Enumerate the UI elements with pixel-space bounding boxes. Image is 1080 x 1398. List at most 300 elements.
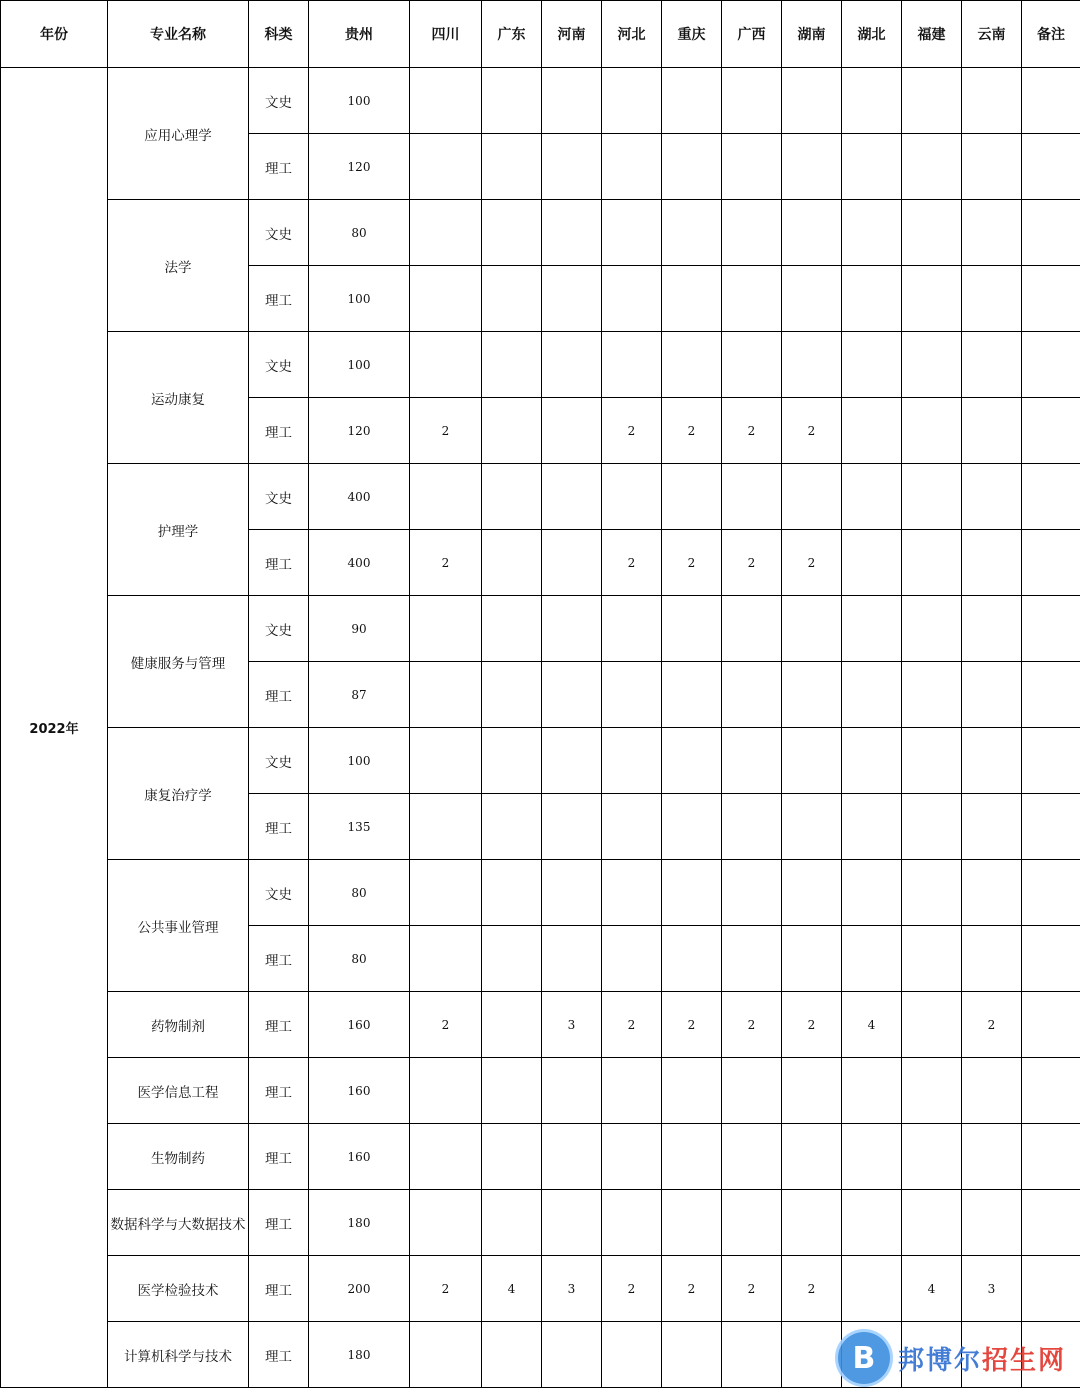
- quota-cell: [962, 464, 1022, 530]
- quota-cell: [722, 332, 782, 398]
- table-row: [1, 68, 1080, 134]
- quota-cell: [782, 860, 842, 926]
- quota-cell: [722, 662, 782, 728]
- quota-cell: [902, 464, 962, 530]
- header-hebei: 河北: [602, 1, 662, 68]
- quota-cell: [602, 464, 662, 530]
- table-row: [1, 1256, 1080, 1322]
- quota-cell: 2: [662, 1256, 722, 1322]
- quota-cell: 100: [309, 68, 410, 134]
- quota-cell: [842, 1124, 902, 1190]
- quota-cell: [410, 1322, 482, 1388]
- quota-cell: [482, 68, 542, 134]
- quota-cell: [662, 596, 722, 662]
- quota-cell: [902, 200, 962, 266]
- table-row: [1, 332, 1080, 398]
- quota-cell: [482, 134, 542, 200]
- category-cell: 文史: [249, 68, 309, 134]
- category-cell: 理工: [249, 530, 309, 596]
- quota-cell: 80: [309, 860, 410, 926]
- table-row: [1, 1190, 1080, 1256]
- quota-cell: [1022, 464, 1080, 530]
- quota-cell: [842, 200, 902, 266]
- quota-cell: [1022, 1190, 1080, 1256]
- quota-cell: [542, 794, 602, 860]
- quota-cell: [782, 1322, 842, 1388]
- quota-cell: [482, 1190, 542, 1256]
- quota-cell: [542, 1322, 602, 1388]
- category-cell: 理工: [249, 992, 309, 1058]
- header-guangxi: 广西: [722, 1, 782, 68]
- category-cell: 文史: [249, 200, 309, 266]
- quota-cell: [1022, 200, 1080, 266]
- header-remarks: 备注: [1022, 1, 1080, 68]
- header-henan: 河南: [542, 1, 602, 68]
- quota-cell: [1022, 596, 1080, 662]
- header-hunan: 湖南: [782, 1, 842, 68]
- major-cell: 医学信息工程: [108, 1058, 249, 1124]
- quota-cell: [722, 926, 782, 992]
- quota-cell: [1022, 794, 1080, 860]
- category-cell: 理工: [249, 926, 309, 992]
- category-cell: 理工: [249, 1322, 309, 1388]
- quota-cell: [482, 662, 542, 728]
- quota-cell: [722, 266, 782, 332]
- header-year: 年份: [1, 1, 108, 68]
- quota-cell: 2: [410, 992, 482, 1058]
- quota-cell: [962, 200, 1022, 266]
- quota-cell: [902, 68, 962, 134]
- quota-cell: 160: [309, 992, 410, 1058]
- quota-cell: 400: [309, 464, 410, 530]
- table-row: [1, 728, 1080, 794]
- category-cell: 理工: [249, 794, 309, 860]
- quota-cell: [482, 728, 542, 794]
- quota-cell: [1022, 398, 1080, 464]
- quota-cell: [662, 332, 722, 398]
- quota-cell: [962, 1058, 1022, 1124]
- quota-cell: [1022, 68, 1080, 134]
- quota-cell: [542, 464, 602, 530]
- quota-cell: [782, 662, 842, 728]
- quota-cell: 2: [782, 530, 842, 596]
- quota-cell: [542, 530, 602, 596]
- quota-cell: [962, 728, 1022, 794]
- header-hubei: 湖北: [842, 1, 902, 68]
- quota-cell: [902, 662, 962, 728]
- quota-cell: [410, 134, 482, 200]
- quota-cell: [1022, 332, 1080, 398]
- quota-cell: [902, 794, 962, 860]
- quota-cell: [602, 68, 662, 134]
- table-row: [1, 596, 1080, 662]
- quota-cell: [410, 332, 482, 398]
- category-cell: 理工: [249, 266, 309, 332]
- quota-cell: [1022, 662, 1080, 728]
- quota-cell: [962, 398, 1022, 464]
- quota-cell: [722, 1190, 782, 1256]
- header-category: 科类: [249, 1, 309, 68]
- quota-cell: [842, 1256, 902, 1322]
- quota-cell: [542, 266, 602, 332]
- quota-cell: [722, 1124, 782, 1190]
- quota-cell: [482, 1058, 542, 1124]
- quota-cell: [542, 134, 602, 200]
- quota-cell: 4: [842, 992, 902, 1058]
- quota-cell: [542, 68, 602, 134]
- quota-cell: [782, 1124, 842, 1190]
- quota-cell: [782, 68, 842, 134]
- quota-cell: [962, 266, 1022, 332]
- category-cell: 理工: [249, 662, 309, 728]
- quota-cell: [482, 794, 542, 860]
- quota-cell: 2: [962, 992, 1022, 1058]
- quota-cell: [662, 728, 722, 794]
- quota-cell: [410, 266, 482, 332]
- quota-cell: 180: [309, 1322, 410, 1388]
- quota-cell: [1022, 1124, 1080, 1190]
- quota-cell: [722, 68, 782, 134]
- quota-cell: 135: [309, 794, 410, 860]
- quota-cell: [722, 464, 782, 530]
- quota-cell: [482, 200, 542, 266]
- quota-cell: [1022, 860, 1080, 926]
- quota-cell: 80: [309, 200, 410, 266]
- quota-cell: [602, 860, 662, 926]
- quota-cell: [662, 662, 722, 728]
- table-row: [1, 200, 1080, 266]
- quota-cell: 180: [309, 1190, 410, 1256]
- quota-cell: [482, 860, 542, 926]
- major-cell: 应用心理学: [108, 68, 249, 200]
- quota-cell: 2: [662, 530, 722, 596]
- quota-cell: 3: [542, 1256, 602, 1322]
- quota-cell: [842, 728, 902, 794]
- quota-cell: [602, 1322, 662, 1388]
- quota-cell: [662, 200, 722, 266]
- quota-cell: 2: [782, 398, 842, 464]
- quota-cell: [410, 1190, 482, 1256]
- quota-cell: [722, 596, 782, 662]
- quota-cell: [782, 728, 842, 794]
- quota-cell: [542, 1058, 602, 1124]
- quota-cell: [1022, 926, 1080, 992]
- quota-cell: 2: [602, 398, 662, 464]
- quota-cell: [410, 728, 482, 794]
- quota-cell: [602, 926, 662, 992]
- quota-cell: [1022, 266, 1080, 332]
- major-cell: 护理学: [108, 464, 249, 596]
- major-cell: 公共事业管理: [108, 860, 249, 992]
- quota-cell: [602, 794, 662, 860]
- quota-cell: [962, 860, 1022, 926]
- quota-cell: [842, 794, 902, 860]
- quota-cell: [410, 68, 482, 134]
- quota-cell: [782, 1058, 842, 1124]
- quota-cell: [602, 266, 662, 332]
- table-row: [1, 464, 1080, 530]
- quota-cell: [410, 200, 482, 266]
- quota-cell: 3: [542, 992, 602, 1058]
- quota-cell: [410, 596, 482, 662]
- table-row: [1, 1124, 1080, 1190]
- quota-cell: [602, 200, 662, 266]
- quota-cell: [782, 134, 842, 200]
- category-cell: 理工: [249, 1256, 309, 1322]
- quota-cell: [962, 530, 1022, 596]
- quota-cell: [1022, 530, 1080, 596]
- category-cell: 文史: [249, 728, 309, 794]
- watermark-logo: B: [838, 1332, 890, 1384]
- quota-cell: [842, 134, 902, 200]
- quota-cell: [722, 794, 782, 860]
- quota-cell: [902, 860, 962, 926]
- quota-cell: [782, 200, 842, 266]
- major-cell: 健康服务与管理: [108, 596, 249, 728]
- quota-cell: [410, 794, 482, 860]
- quota-cell: 160: [309, 1124, 410, 1190]
- quota-cell: 160: [309, 1058, 410, 1124]
- major-cell: 数据科学与大数据技术: [108, 1190, 249, 1256]
- quota-cell: [842, 662, 902, 728]
- quota-cell: [782, 596, 842, 662]
- quota-cell: [782, 1190, 842, 1256]
- quota-cell: [542, 200, 602, 266]
- quota-cell: [842, 530, 902, 596]
- quota-cell: [1022, 1256, 1080, 1322]
- quota-cell: [1022, 1058, 1080, 1124]
- quota-cell: [722, 860, 782, 926]
- quota-cell: [902, 1190, 962, 1256]
- quota-cell: [662, 1058, 722, 1124]
- quota-cell: [482, 530, 542, 596]
- quota-cell: [902, 134, 962, 200]
- category-cell: 理工: [249, 398, 309, 464]
- quota-cell: [902, 1124, 962, 1190]
- quota-cell: [842, 860, 902, 926]
- year-cell: 2022年: [1, 68, 108, 1388]
- table-row: [1, 992, 1080, 1058]
- quota-cell: 2: [722, 398, 782, 464]
- quota-cell: [902, 266, 962, 332]
- quota-cell: [602, 1190, 662, 1256]
- header-yunnan: 云南: [962, 1, 1022, 68]
- quota-cell: 120: [309, 134, 410, 200]
- quota-cell: [842, 332, 902, 398]
- major-cell: 医学检验技术: [108, 1256, 249, 1322]
- quota-cell: [482, 1124, 542, 1190]
- quota-cell: 4: [902, 1256, 962, 1322]
- watermark-text: [898, 1340, 1066, 1377]
- table-row: [1, 1058, 1080, 1124]
- quota-cell: [410, 1124, 482, 1190]
- category-cell: 理工: [249, 1190, 309, 1256]
- quota-cell: [482, 464, 542, 530]
- quota-cell: [902, 728, 962, 794]
- quota-cell: [602, 662, 662, 728]
- quota-cell: [542, 332, 602, 398]
- quota-cell: [602, 332, 662, 398]
- quota-cell: [962, 662, 1022, 728]
- quota-cell: 100: [309, 728, 410, 794]
- quota-cell: 4: [482, 1256, 542, 1322]
- quota-cell: [842, 596, 902, 662]
- quota-cell: 2: [662, 992, 722, 1058]
- quota-cell: 2: [782, 1256, 842, 1322]
- header-fujian: 福建: [902, 1, 962, 68]
- quota-cell: [962, 926, 1022, 992]
- category-cell: 理工: [249, 134, 309, 200]
- header-major: 专业名称: [108, 1, 249, 68]
- quota-cell: [782, 464, 842, 530]
- quota-cell: [662, 134, 722, 200]
- quota-cell: [482, 398, 542, 464]
- quota-cell: 2: [722, 992, 782, 1058]
- quota-cell: [842, 464, 902, 530]
- quota-cell: [962, 332, 1022, 398]
- quota-cell: [1022, 992, 1080, 1058]
- quota-cell: 2: [662, 398, 722, 464]
- quota-cell: [542, 398, 602, 464]
- header-guizhou: 贵州: [309, 1, 410, 68]
- category-cell: 文史: [249, 464, 309, 530]
- quota-cell: [902, 926, 962, 992]
- quota-cell: [962, 68, 1022, 134]
- quota-cell: [902, 596, 962, 662]
- quota-cell: [662, 926, 722, 992]
- quota-cell: [662, 464, 722, 530]
- quota-cell: [902, 992, 962, 1058]
- quota-cell: [542, 1124, 602, 1190]
- quota-cell: [542, 1190, 602, 1256]
- quota-cell: 2: [782, 992, 842, 1058]
- quota-cell: 2: [410, 1256, 482, 1322]
- quota-cell: [1022, 728, 1080, 794]
- header-guangdong: 广东: [482, 1, 542, 68]
- quota-cell: [722, 200, 782, 266]
- category-cell: 理工: [249, 1058, 309, 1124]
- quota-cell: [662, 860, 722, 926]
- quota-cell: [602, 1124, 662, 1190]
- quota-cell: [722, 134, 782, 200]
- quota-cell: 100: [309, 266, 410, 332]
- major-cell: 运动康复: [108, 332, 249, 464]
- header-chongqing: 重庆: [662, 1, 722, 68]
- quota-cell: [482, 1322, 542, 1388]
- quota-cell: [410, 1058, 482, 1124]
- quota-cell: 87: [309, 662, 410, 728]
- quota-cell: [662, 68, 722, 134]
- quota-cell: [842, 1190, 902, 1256]
- quota-cell: [410, 860, 482, 926]
- quota-cell: [602, 1058, 662, 1124]
- quota-cell: [722, 728, 782, 794]
- category-cell: 理工: [249, 1124, 309, 1190]
- quota-cell: 90: [309, 596, 410, 662]
- quota-cell: [482, 332, 542, 398]
- quota-cell: [842, 398, 902, 464]
- quota-cell: 120: [309, 398, 410, 464]
- quota-cell: [542, 596, 602, 662]
- table-row: [1, 860, 1080, 926]
- quota-cell: [842, 68, 902, 134]
- quota-cell: [1022, 134, 1080, 200]
- quota-cell: [542, 728, 602, 794]
- quota-cell: [962, 596, 1022, 662]
- quota-cell: [962, 1124, 1022, 1190]
- quota-cell: 200: [309, 1256, 410, 1322]
- quota-cell: [410, 662, 482, 728]
- major-cell: 药物制剂: [108, 992, 249, 1058]
- quota-cell: 400: [309, 530, 410, 596]
- quota-cell: [662, 266, 722, 332]
- quota-cell: 3: [962, 1256, 1022, 1322]
- quota-cell: 2: [410, 398, 482, 464]
- quota-cell: 2: [602, 530, 662, 596]
- quota-cell: [482, 992, 542, 1058]
- quota-cell: [962, 134, 1022, 200]
- quota-cell: [410, 926, 482, 992]
- quota-cell: [902, 1058, 962, 1124]
- major-cell: 计算机科学与技术: [108, 1322, 249, 1388]
- quota-cell: 100: [309, 332, 410, 398]
- quota-cell: [410, 464, 482, 530]
- quota-cell: [602, 728, 662, 794]
- quota-cell: 2: [602, 1256, 662, 1322]
- quota-cell: [902, 398, 962, 464]
- quota-cell: 80: [309, 926, 410, 992]
- quota-cell: [482, 266, 542, 332]
- quota-cell: [542, 926, 602, 992]
- quota-cell: [902, 530, 962, 596]
- category-cell: 文史: [249, 860, 309, 926]
- major-cell: 法学: [108, 200, 249, 332]
- quota-cell: [722, 1058, 782, 1124]
- major-cell: 生物制药: [108, 1124, 249, 1190]
- watermark-text-b: 招生网: [981, 1345, 1066, 1376]
- quota-cell: [542, 662, 602, 728]
- quota-cell: [782, 794, 842, 860]
- quota-cell: [482, 596, 542, 662]
- quota-cell: [842, 266, 902, 332]
- quota-cell: [662, 1190, 722, 1256]
- quota-cell: [662, 794, 722, 860]
- quota-cell: 2: [722, 1256, 782, 1322]
- quota-cell: [842, 1058, 902, 1124]
- quota-cell: [662, 1322, 722, 1388]
- quota-cell: [842, 926, 902, 992]
- quota-cell: [902, 332, 962, 398]
- major-cell: 康复治疗学: [108, 728, 249, 860]
- header-sichuan: 四川: [410, 1, 482, 68]
- quota-cell: [782, 332, 842, 398]
- watermark: [838, 1332, 1066, 1384]
- quota-cell: [542, 860, 602, 926]
- quota-cell: 2: [602, 992, 662, 1058]
- quota-cell: [782, 926, 842, 992]
- category-cell: 文史: [249, 596, 309, 662]
- quota-cell: [722, 1322, 782, 1388]
- quota-cell: [962, 794, 1022, 860]
- quota-cell: 2: [722, 530, 782, 596]
- header-row: [1, 1, 1080, 68]
- quota-cell: [602, 596, 662, 662]
- quota-cell: 2: [410, 530, 482, 596]
- category-cell: 文史: [249, 332, 309, 398]
- watermark-text-a: 邦博尔: [897, 1345, 982, 1376]
- quota-cell: [782, 266, 842, 332]
- quota-cell: [482, 926, 542, 992]
